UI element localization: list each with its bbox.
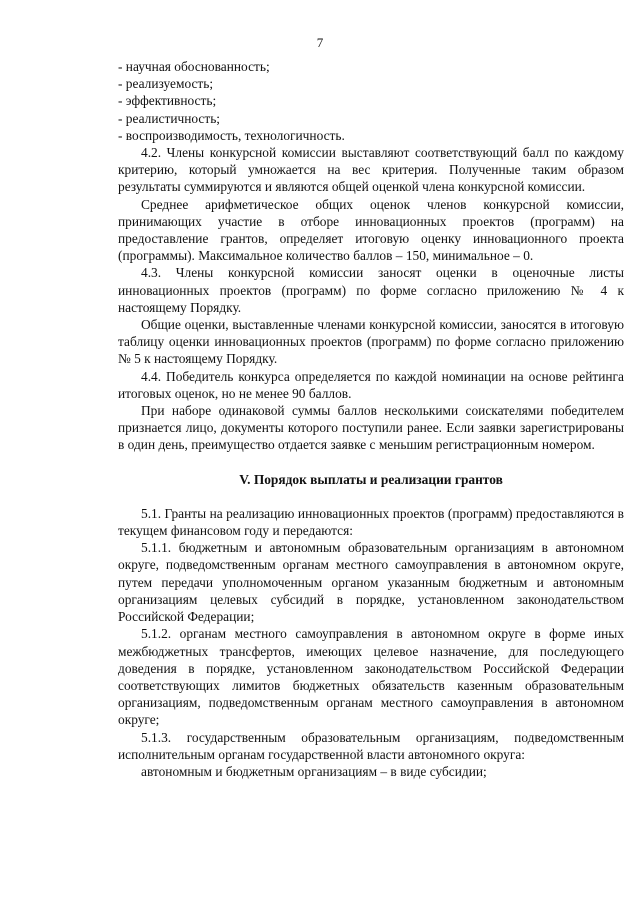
paragraph-subsidy: автономным и бюджетным организациям – в виде субсидии; [141, 763, 487, 779]
section-heading: V. Порядок выплаты и реализации грантов [239, 471, 503, 487]
paragraph-5-1: 5.1. Гранты на реализацию инновационных проектов (программ) предоставляются в текущем финансовом году и передаются: [118, 505, 624, 539]
paragraph-4-2: 4.2. Члены конкурсной комиссии выставляют соответствующий балл по каждому критерию, который умножается на вес критерия. Полученные таким образом результаты суммируются и являются общей оценкой члена конкурсной комиссии. [118, 145, 624, 195]
page-number: 7 [316, 35, 324, 50]
criteria-list-item: - реализуемость; [118, 76, 214, 92]
criteria-list-item: - реалистичность; [118, 110, 221, 126]
paragraph-5-1-1: 5.1.1. бюджетным и автономным образовательным организациям в автономном округе, подведомственным органам местного самоуправления в автономном округе, путем передачи уполномоченным органом указанным бюджетным и автономным организациям целевых субсидий в порядке, установленном законодательством Российской Федерации; [118, 540, 624, 625]
paragraph-5-1-3: 5.1.3. государственным образовательным организациям, подведомственным исполнительным органам государственной власти автономного округа: [118, 729, 624, 762]
criteria-list-item: - научная обоснованность; [118, 59, 270, 74]
paragraph-4-3: 4.3. Члены конкурсной комиссии заносят оценки в оценочные листы инновационных проектов (программ) по форме согласно приложению № 4 к настоящему Порядку. [118, 265, 624, 315]
paragraph-total-scores: Общие оценки, выставленные членами конкурсной комиссии, заносятся в итоговую таблицу оценки инновационных проектов (программ) по форме согласно приложению № 5 к настоящему Порядку. [118, 317, 624, 367]
document-body [118, 58, 624, 780]
paragraph-5-1-2: 5.1.2. органам местного самоуправления в автономном округе в форме иных межбюджетных трансфертов, имеющих целевое назначение, для последующего доведения в порядке, установленном законодательством Российской Федерации соответствующих лимитов бюджетных обязательств казенным образовательным организациям, подведомственным органам местного самоуправления в автономном округе; [118, 626, 624, 728]
paragraph-tie-rule: При наборе одинаковой суммы баллов несколькими соискателями победителем признается лицо, документы которого поступили ранее. Если заявки зарегистрированы в один день, преимущество отдается заявке с меньшим регистрационным номером. [118, 403, 624, 453]
paragraph-average-score: Среднее арифметическое общих оценок членов конкурсной комиссии, принимающих участие в отборе инновационных проектов (программ) на предоставление грантов, определяет итоговую оценку инновационного проекта (программы). Максимальное количество баллов – 150, минимальное – 0. [118, 196, 624, 264]
criteria-list-item: - воспроизводимость, технологичность. [118, 127, 345, 143]
criteria-list-item: - эффективность; [118, 93, 217, 109]
paragraph-4-4: 4.4. Победитель конкурса определяется по каждой номинации на основе рейтинга итоговых оценок, но не менее 90 баллов. [118, 368, 624, 401]
